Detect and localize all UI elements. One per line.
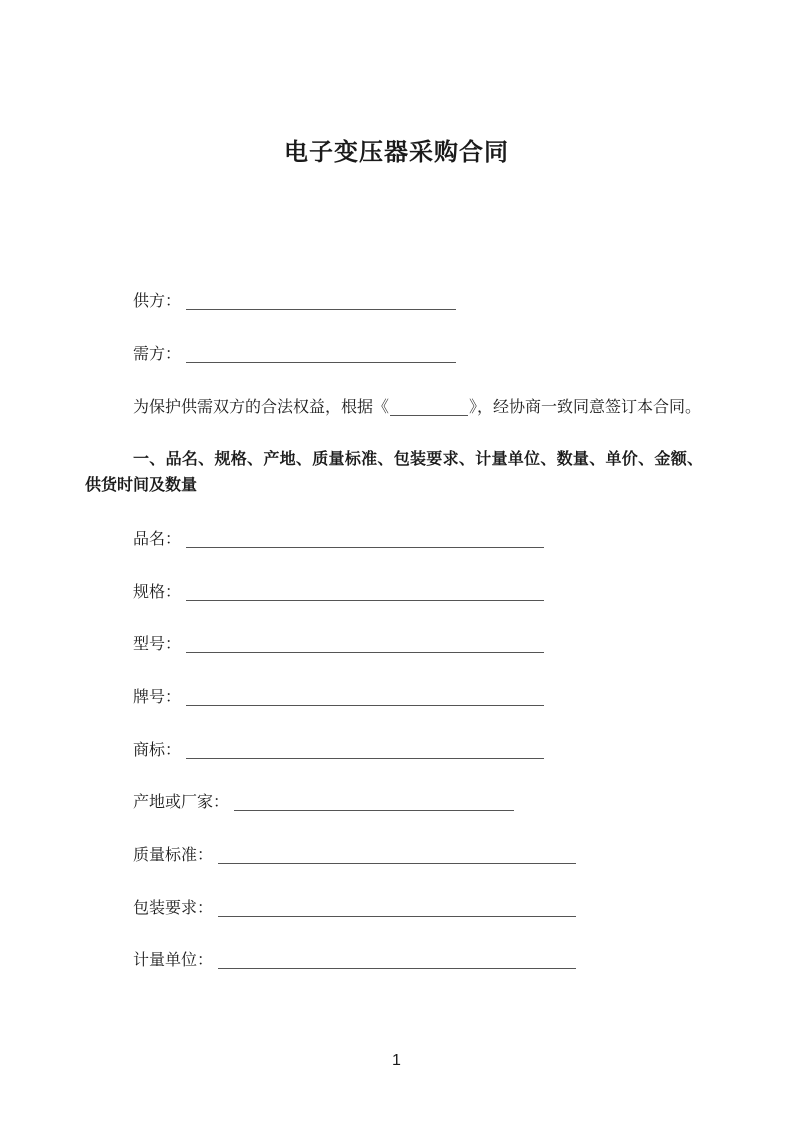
trademark-label: 商标： <box>133 742 182 759</box>
page-title: 电子变压器采购合同 <box>284 139 509 166</box>
model-blank-line[interactable] <box>186 642 544 653</box>
intro-clause-suffix: 》，经协商一致同意签订本合同。 <box>469 399 702 416</box>
field-row-origin <box>133 790 514 816</box>
model-label: 型号： <box>133 636 182 653</box>
trademark-blank-line[interactable] <box>186 748 544 759</box>
supplier-blank-line[interactable] <box>186 299 456 310</box>
field-row-model <box>133 632 544 658</box>
supplier-row <box>133 289 456 315</box>
buyer-label: 需方： <box>133 346 182 363</box>
unit-label: 计量单位： <box>133 952 214 969</box>
origin-blank-line[interactable] <box>234 800 514 811</box>
quality-standard-blank-line[interactable] <box>218 853 576 864</box>
field-row-product-name <box>133 527 544 553</box>
intro-clause-prefix: 为保护供需双方的合法权益，根据《 <box>133 399 390 416</box>
packaging-blank-line[interactable] <box>218 906 576 917</box>
specification-blank-line[interactable] <box>186 590 544 601</box>
page-number: 1 <box>392 1052 401 1069</box>
buyer-blank-line[interactable] <box>186 352 456 363</box>
product-name-label: 品名： <box>133 531 182 548</box>
basis-blank-line[interactable] <box>390 405 468 416</box>
grade-blank-line[interactable] <box>186 695 544 706</box>
unit-blank-line[interactable] <box>218 958 576 969</box>
product-name-blank-line[interactable] <box>186 537 544 548</box>
supplier-label: 供方： <box>133 293 182 310</box>
field-row-specification <box>133 580 544 606</box>
specification-label: 规格： <box>133 584 182 601</box>
field-row-packaging <box>133 896 576 922</box>
quality-standard-label: 质量标准： <box>133 847 214 864</box>
intro-clause <box>85 395 725 421</box>
field-row-grade <box>133 685 544 711</box>
field-row-trademark <box>133 738 544 764</box>
packaging-label: 包装要求： <box>133 900 214 917</box>
origin-label: 产地或厂家： <box>133 794 230 811</box>
field-row-unit <box>133 948 576 974</box>
buyer-row <box>133 342 456 368</box>
field-row-quality-standard <box>133 843 576 869</box>
section-one-heading: 一、品名、规格、产地、质量标准、包装要求、计量单位、数量、单价、金额、供货时间及数量 <box>85 451 703 494</box>
grade-label: 牌号： <box>133 689 182 706</box>
